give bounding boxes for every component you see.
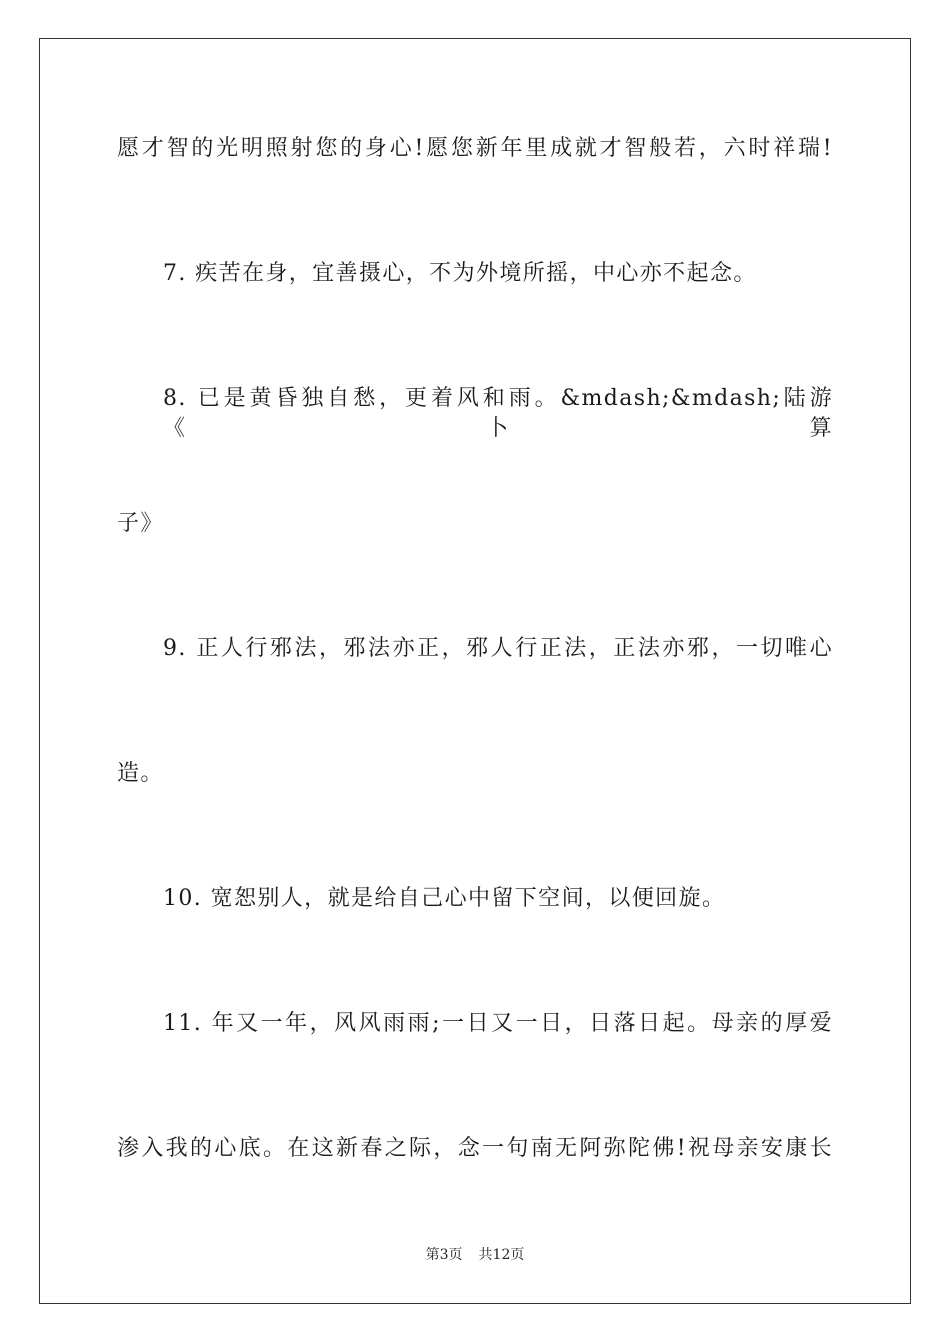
item-8-continuation: 子》 <box>117 511 164 536</box>
page-total: 共12页 <box>478 1247 525 1263</box>
item-11-continuation: 渗入我的心底。在这新春之际，念一句南无阿弥陀佛!祝母亲安康长 <box>117 1136 833 1161</box>
item-7-line: 7. 疾苦在身，宜善摄心，不为外境所摇，中心亦不起念。 <box>163 261 757 286</box>
item-10-line: 10. 宽恕别人，就是给自己心中留下空间，以便回旋。 <box>163 886 726 911</box>
item-9-line: 9. 正人行邪法，邪法亦正，邪人行正法，正法亦邪，一切唯心 <box>163 636 833 661</box>
page-border <box>39 38 911 1304</box>
body-line-1: 愿才智的光明照射您的身心!愿您新年里成就才智般若，六时祥瑞! <box>117 136 833 161</box>
item-9-continuation: 造。 <box>117 761 164 786</box>
item-8-line: 8. 已是黄昏独自愁，更着风和雨。&mdash;&mdash;陆游《卜算 <box>163 386 833 441</box>
page-number: 第3页 <box>425 1247 463 1263</box>
item-11-line: 11. 年又一年，风风雨雨;一日又一日，日落日起。母亲的厚爱 <box>163 1011 833 1036</box>
page-footer <box>0 1246 950 1264</box>
